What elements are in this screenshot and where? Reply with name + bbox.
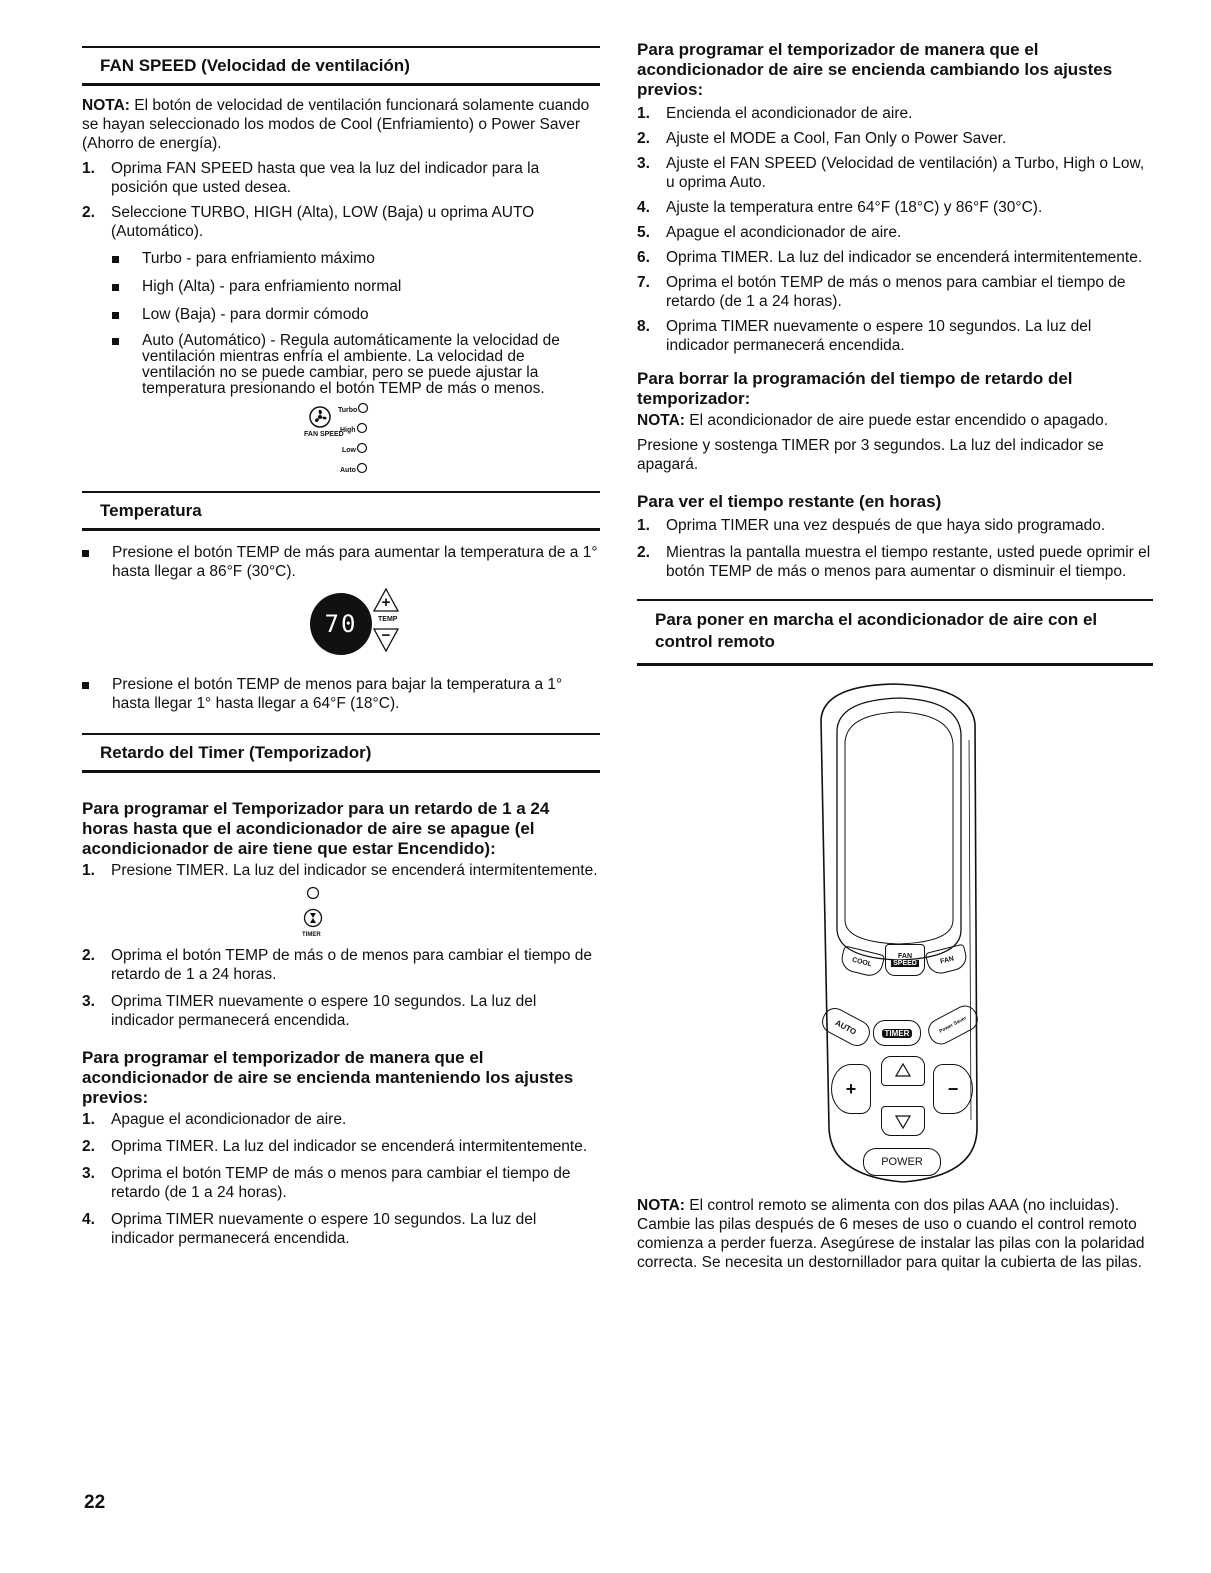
bullet-text: Presione el botón TEMP de menos para bajar la temperatura a 1° hasta llegar 1° hasta llegar a 64°F (18°C). — [112, 676, 563, 712]
indicator-light-icon — [306, 886, 320, 900]
list-item — [82, 1110, 600, 1129]
level-label: High — [340, 427, 356, 434]
bullet-icon — [112, 333, 142, 397]
list-item — [112, 277, 600, 296]
fan-speed-steps — [82, 159, 600, 241]
step-number: 1. — [637, 517, 650, 534]
right-para: Presione y sostenga TIMER por 3 segundos. La luz del indicador se apagará. — [637, 437, 1104, 473]
list-item — [82, 543, 600, 581]
timer-subhead-2: Para programar el temporizador de manera que el acondicionador de aire se encienda manteniendo los ajustes previos: — [82, 1048, 574, 1107]
temperature-heading: Temperatura — [82, 491, 600, 531]
timer-heading: Retardo del Timer (Temporizador) — [82, 733, 600, 773]
down-button[interactable] — [881, 1106, 925, 1136]
list-item — [637, 129, 1153, 148]
temperature-bullets — [82, 543, 600, 581]
temperature-display — [310, 593, 372, 655]
step-text: Oprima TIMER nuevamente o espere 10 segundos. La luz del indicador permanecerá encendida. — [111, 993, 537, 1029]
bullet-icon — [82, 675, 112, 713]
step-number: 2. — [637, 544, 650, 561]
step-number: 5. — [637, 224, 650, 241]
step-text: Oprima el botón TEMP de más o menos para cambiar el tiempo de retardo (de 1 a 24 horas). — [111, 1165, 571, 1201]
auto-label: AUTO — [833, 1017, 859, 1037]
step-text: Apague el acondicionador de aire. — [111, 1111, 347, 1128]
list-item — [637, 248, 1153, 267]
note-text: El acondicionador de aire puede estar encendido o apagado. — [684, 412, 1109, 429]
temp-minus-remote-button[interactable] — [933, 1064, 973, 1114]
temp-plus-button[interactable] — [372, 587, 400, 613]
list-item — [112, 249, 600, 268]
note-text: El control remoto se alimenta con dos pilas AAA (no incluidas). Cambie las pilas después de 6 meses de uso o cuando el control remoto comienza a perder fuerza. Asegúrese de instalar las pilas con la polaridad correcta. Se necesita un destornillador para quitar la cubierta de las pilas. — [637, 1197, 1145, 1271]
minus-label: − — [947, 1078, 959, 1099]
power-button[interactable] — [863, 1148, 941, 1176]
bullet-icon — [112, 249, 142, 268]
bullet-text: Turbo - para enfriamiento máximo — [142, 250, 375, 267]
page-number: 22 — [84, 1492, 106, 1513]
remote-note — [637, 1196, 1153, 1272]
bullet-icon — [82, 543, 112, 581]
list-item — [637, 543, 1153, 581]
step-number: 8. — [637, 318, 650, 335]
power-saver-label: Power Saver — [938, 1015, 968, 1035]
note-label: NOTA: — [637, 1197, 685, 1214]
temp-minus-button[interactable] — [372, 627, 400, 653]
indicator-light-icon — [357, 402, 369, 414]
hourglass-icon — [303, 908, 323, 928]
fan-speed-label-bottom: SPEED — [893, 960, 917, 967]
bullet-text: High (Alta) - para enfriamiento normal — [142, 278, 402, 295]
step-number: 1. — [637, 105, 650, 122]
level-high — [340, 419, 368, 437]
note-label: NOTA: — [82, 97, 130, 114]
minus-label: − — [381, 627, 391, 644]
step-text: Oprima TIMER. La luz del indicador se encenderá intermitentemente. — [666, 249, 1143, 266]
step-text: Presione TIMER. La luz del indicador se encenderá intermitentemente. — [111, 862, 598, 879]
bullet-icon — [112, 277, 142, 296]
display-value: 70 — [324, 610, 358, 638]
list-item — [82, 1137, 600, 1156]
fan-speed-button-label: FAN SPEED — [304, 431, 344, 438]
triangle-up-icon — [882, 1057, 924, 1085]
fan-icon — [308, 405, 332, 429]
right-subhead-1: Para programar el temporizador de manera que el acondicionador de aire se encienda cambiando los ajustes previos: — [637, 40, 1113, 99]
list-item — [637, 104, 1153, 123]
list-item — [82, 675, 600, 713]
right-steps-1 — [637, 104, 1153, 355]
plus-label: + — [381, 594, 391, 611]
step-text: Seleccione TURBO, HIGH (Alta), LOW (Baja) u oprima AUTO (Automático). — [111, 204, 535, 240]
timer-panel — [82, 880, 600, 946]
bullet-text: Auto (Automático) - Regula automáticamente la velocidad de ventilación mientras enfría el ambiente. La velocidad de ventilación no se puede cambiar, pero se puede ajustar la temperatura presionando el botón TEMP de más o menos. — [142, 332, 560, 397]
right-subhead-2: Para borrar la programación del tiempo de retardo del temporizador: — [637, 369, 1073, 408]
list-item — [637, 154, 1153, 192]
list-item — [82, 1164, 600, 1202]
step-number: 3. — [637, 155, 650, 172]
level-low — [342, 439, 368, 457]
bullet-text: Low (Baja) - para dormir cómodo — [142, 306, 369, 323]
up-button[interactable] — [881, 1056, 925, 1086]
step-text: Apague el acondicionador de aire. — [666, 224, 902, 241]
step-number: 1. — [82, 862, 95, 879]
note-label: NOTA: — [637, 412, 685, 429]
cool-label: COOL — [851, 956, 873, 968]
timer-button-label: TIMER — [302, 932, 321, 938]
step-text: Oprima FAN SPEED hasta que vea la luz del indicador para la posición que usted desea. — [111, 160, 540, 196]
step-text: Oprima el botón TEMP de más o menos para cambiar el tiempo de retardo (de 1 a 24 horas). — [666, 274, 1126, 310]
list-item — [82, 1210, 600, 1248]
timer-steps-1 — [82, 861, 600, 880]
list-item — [637, 198, 1153, 217]
fan-speed-button[interactable] — [885, 944, 925, 976]
list-item — [82, 203, 600, 241]
step-number: 2. — [637, 130, 650, 147]
temperature-bullets-2 — [82, 675, 600, 713]
step-number: 6. — [637, 249, 650, 266]
list-item — [82, 159, 600, 197]
temp-label: TEMP — [378, 616, 398, 623]
step-number: 2. — [82, 947, 95, 964]
step-text: Oprima TIMER nuevamente o espere 10 segundos. La luz del indicador permanecerá encendida. — [111, 1211, 537, 1247]
list-item — [637, 516, 1153, 535]
level-label: Auto — [340, 467, 356, 474]
remote-heading: Para poner en marcha el acondicionador de aire con el control remoto — [637, 599, 1153, 666]
fan-speed-bullets — [82, 249, 600, 397]
step-number: 7. — [637, 274, 650, 291]
list-item — [112, 305, 600, 324]
fan-speed-panel — [82, 399, 600, 487]
timer-button[interactable] — [873, 1020, 921, 1046]
level-label: Turbo — [338, 407, 358, 414]
fan-speed-label-top: FAN — [898, 953, 912, 960]
step-number: 1. — [82, 1111, 95, 1128]
list-item — [112, 333, 600, 397]
level-auto — [340, 459, 368, 477]
step-text: Ajuste la temperatura entre 64°F (18°C) y 86°F (30°C). — [666, 199, 1043, 216]
right-subhead-3: Para ver el tiempo restante (en horas) — [637, 492, 942, 511]
bullet-icon — [112, 305, 142, 324]
step-text: Ajuste el FAN SPEED (Velocidad de ventilación) a Turbo, High o Low, u oprima Auto. — [666, 155, 1145, 191]
note-text: El botón de velocidad de ventilación funcionará solamente cuando se hayan seleccionado los modos de Cool (Enfriamiento) o Power Saver (Ahorro de energía). — [82, 97, 590, 152]
fan-label: FAN — [939, 954, 955, 966]
list-item — [637, 223, 1153, 242]
list-item — [82, 992, 600, 1030]
timer-label: TIMER — [882, 1029, 913, 1038]
list-item — [637, 273, 1153, 311]
step-number: 1. — [82, 160, 95, 177]
temp-plus-remote-button[interactable] — [831, 1064, 871, 1114]
level-label: Low — [342, 447, 356, 454]
step-text: Encienda el acondicionador de aire. — [666, 105, 913, 122]
list-item — [82, 946, 600, 984]
indicator-light-icon — [356, 462, 368, 474]
fan-speed-note — [82, 96, 600, 153]
level-turbo — [338, 399, 369, 417]
step-number: 3. — [82, 1165, 95, 1182]
step-number: 2. — [82, 204, 95, 221]
list-item — [637, 317, 1153, 355]
fan-speed-heading: FAN SPEED (Velocidad de ventilación) — [82, 46, 600, 86]
step-text: Ajuste el MODE a Cool, Fan Only o Power Saver. — [666, 130, 1007, 147]
indicator-light-icon — [356, 442, 368, 454]
timer-subhead-1: Para programar el Temporizador para un retardo de 1 a 24 horas hasta que el acondicionador de aire se apague (el acondicionador de aire tiene que estar Encendido): — [82, 799, 550, 858]
power-label: POWER — [881, 1156, 923, 1168]
left-column — [82, 46, 600, 1248]
triangle-down-icon — [882, 1107, 924, 1135]
remote-control — [637, 680, 1153, 1186]
plus-label: + — [845, 1078, 857, 1099]
list-item — [82, 861, 600, 880]
step-number: 3. — [82, 993, 95, 1010]
timer-steps-1b — [82, 946, 600, 1030]
bullet-text: Presione el botón TEMP de más para aumentar la temperatura de a 1° hasta llegar a 86°F (30°C). — [112, 544, 598, 580]
step-text: Oprima TIMER nuevamente o espere 10 segundos. La luz del indicador permanecerá encendida. — [666, 318, 1092, 354]
timer-steps-2 — [82, 1110, 600, 1248]
right-column — [637, 40, 1153, 1272]
step-text: Oprima TIMER. La luz del indicador se encenderá intermitentemente. — [111, 1138, 588, 1155]
step-text: Mientras la pantalla muestra el tiempo restante, usted puede oprimir el botón TEMP de más o menos para aumentar o disminuir el tiempo. — [666, 544, 1151, 580]
step-number: 2. — [82, 1138, 95, 1155]
step-number: 4. — [82, 1211, 95, 1228]
temperature-panel — [82, 583, 600, 673]
right-steps-3 — [637, 516, 1153, 581]
indicator-light-icon — [356, 422, 368, 434]
step-number: 4. — [637, 199, 650, 216]
step-text: Oprima TIMER una vez después de que haya sido programado. — [666, 517, 1106, 534]
right-note — [637, 411, 1153, 430]
step-text: Oprima el botón TEMP de más o de menos para cambiar el tiempo de retardo de 1 a 24 horas. — [111, 947, 593, 983]
